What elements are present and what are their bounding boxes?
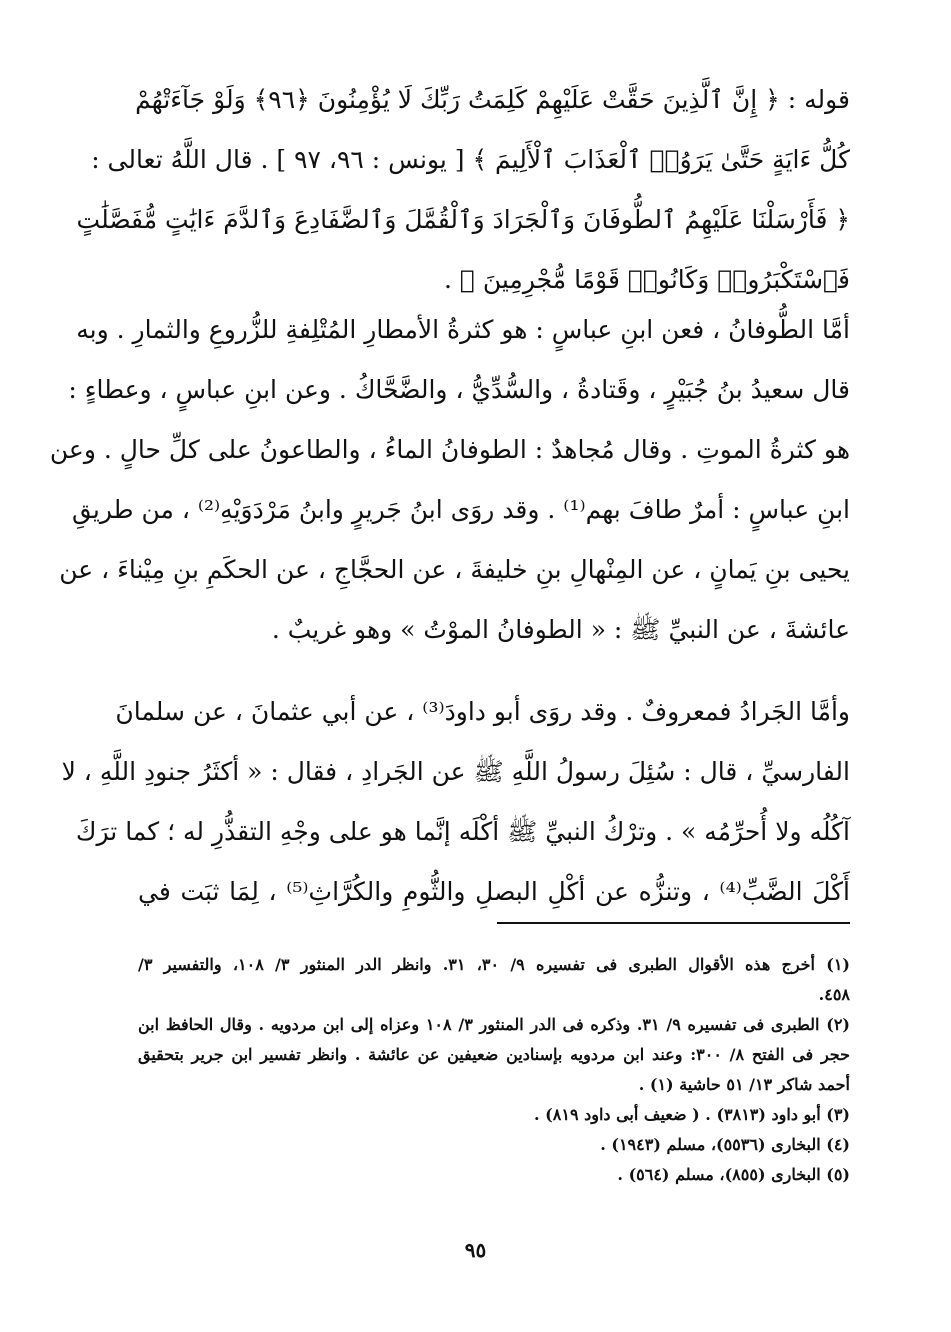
text-line: فَٱسْتَكْبَرُوا۟ وَكَانُوا۟ قَوْمًا مُّجْرِمِينَ ﴾ . — [444, 265, 850, 294]
footnotes — [138, 950, 850, 1190]
text-line: آكُلُه ولا أُحرِّمُه » . وترْكُ النبيِّ ﷺ أكْلَه إنَّما هو على وجْهِ التقذُّرِ له ؛ كما ترَكَ — [75, 817, 850, 846]
text-line: قال سعيدُ بنُ جُبَيْرٍ ، وقَتادةُ ، والسُّدِّيُّ ، والضَّحَّاكُ . وعن ابنِ عباسٍ ، وعطاءٍ : — [68, 375, 850, 404]
text-line: الفارسيِّ ، قال : سُئِلَ رسولُ اللَّهِ ﷺ عن الجَرادِ ، فقال : « أكثَرُ جنودِ اللَّهِ ، لا — [61, 757, 850, 786]
footnote-2-cont: أحمد شاكر ١٣/ ٥١ حاشية (١) . — [638, 1075, 850, 1094]
text-line: أمَّا الطُّوفانُ ، فعن ابنِ عباسٍ : هو كثرةُ الأمطارِ المُتْلِفةِ للزُّروعِ والثمارِ . وبه — [76, 315, 850, 344]
paragraph-locusts — [61, 682, 850, 922]
text-line: ﴿ فَأَرْسَلْنَا عَلَيْهِمُ ٱلطُّوفَانَ وَٱلْجَرَادَ وَٱلْقُمَّلَ وَٱلضَّفَادِعَ وَٱلدَّمَ ءَايَٰتٍ مُّفَصَّلَٰتٍ — [76, 205, 850, 234]
text-line: وأمَّا الجَرادُ فمعروفٌ . وقد روَى أبو داودَ⁽³⁾ ، عن أبي عثمانَ ، عن سلمانَ — [115, 697, 850, 726]
footnote-1-cont: ٤٥٨. — [818, 985, 850, 1004]
page-number: ٩٥ — [464, 1238, 487, 1262]
text-line: ابنِ عباسٍ : أمرٌ طافَ بهم⁽¹⁾ . وقد روَى ابنُ جَريرٍ وابنُ مَرْدَوَيْهِ⁽²⁾ ، من طريقِ — [72, 495, 850, 524]
footnote-5: (٥) البخارى (٨٥٥)، مسلم (٥٦٤) . — [617, 1165, 850, 1184]
paragraph-flood — [49, 300, 850, 660]
text-line: أَكْلَ الضَّبِّ⁽⁴⁾ ، وتنزُّه عن أكْلِ البصلِ والثُّومِ والكُرَّاثِ⁽⁵⁾ ، لِمَا ثبَت في — [138, 877, 850, 906]
footnote-divider — [497, 922, 850, 924]
footnote-4: (٤) البخارى (٥٥٣٦)، مسلم (١٩٤٣) . — [600, 1135, 850, 1154]
text-line: عائشةَ ، عن النبيِّ ﷺ : « الطوفانُ الموْتُ » وهو غريبٌ . — [271, 615, 850, 644]
text-line: يحيى بنِ يَمانٍ ، عن المِنْهالِ بنِ خليفةَ ، عن الحجَّاجِ ، عن الحكَمِ بنِ مِيْناءَ ، عن — [59, 555, 850, 584]
quran-verse-block — [76, 70, 850, 310]
text-line: كُلُّ ءَايَةٍ حَتَّىٰ يَرَوُا۟ ٱلْعَذَابَ ٱلْأَلِيمَ ﴾ [ يونس : ٩٦، ٩٧ ] . قال اللَّهُ تعالى : — [91, 145, 850, 174]
text-line: قوله : ﴿ إِنَّ ٱلَّذِينَ حَقَّتْ عَلَيْهِمْ كَلِمَتُ رَبِّكَ لَا يُؤْمِنُونَ ﴿٩٦﴾ وَلَوْ جَآءَتْهُمْ — [135, 85, 850, 114]
footnote-1: (١) أخرج هذه الأقوال الطبرى فى تفسيره ٩/ ٣٠، ٣١. وانظر الدر المنثور ٣/ ١٠٨، والتفسير ٣/ — [138, 955, 850, 974]
text-line: هو كثرةُ الموتِ . وقال مُجاهدٌ : الطوفانُ الماءُ ، والطاعونُ على كلِّ حالٍ . وعن — [49, 435, 850, 464]
footnote-2-cont: حجر فى الفتح ٨/ ٣٠٠: وعند ابن مردويه بإسنادين ضعيفين عن عائشة . وانظر تفسير ابن جرير بتحقيق — [138, 1045, 851, 1064]
footnote-2: (٢) الطبرى فى تفسيره ٩/ ٣١. وذكره فى الدر المنثور ٣/ ١٠٨ وعزاه إلى ابن مردويه . وقال الحافظ ابن — [138, 1015, 850, 1034]
footnote-3: (٣) أبو داود (٣٨١٣) . ( ضعيف أبى داود ٨١٩) . — [534, 1105, 850, 1124]
